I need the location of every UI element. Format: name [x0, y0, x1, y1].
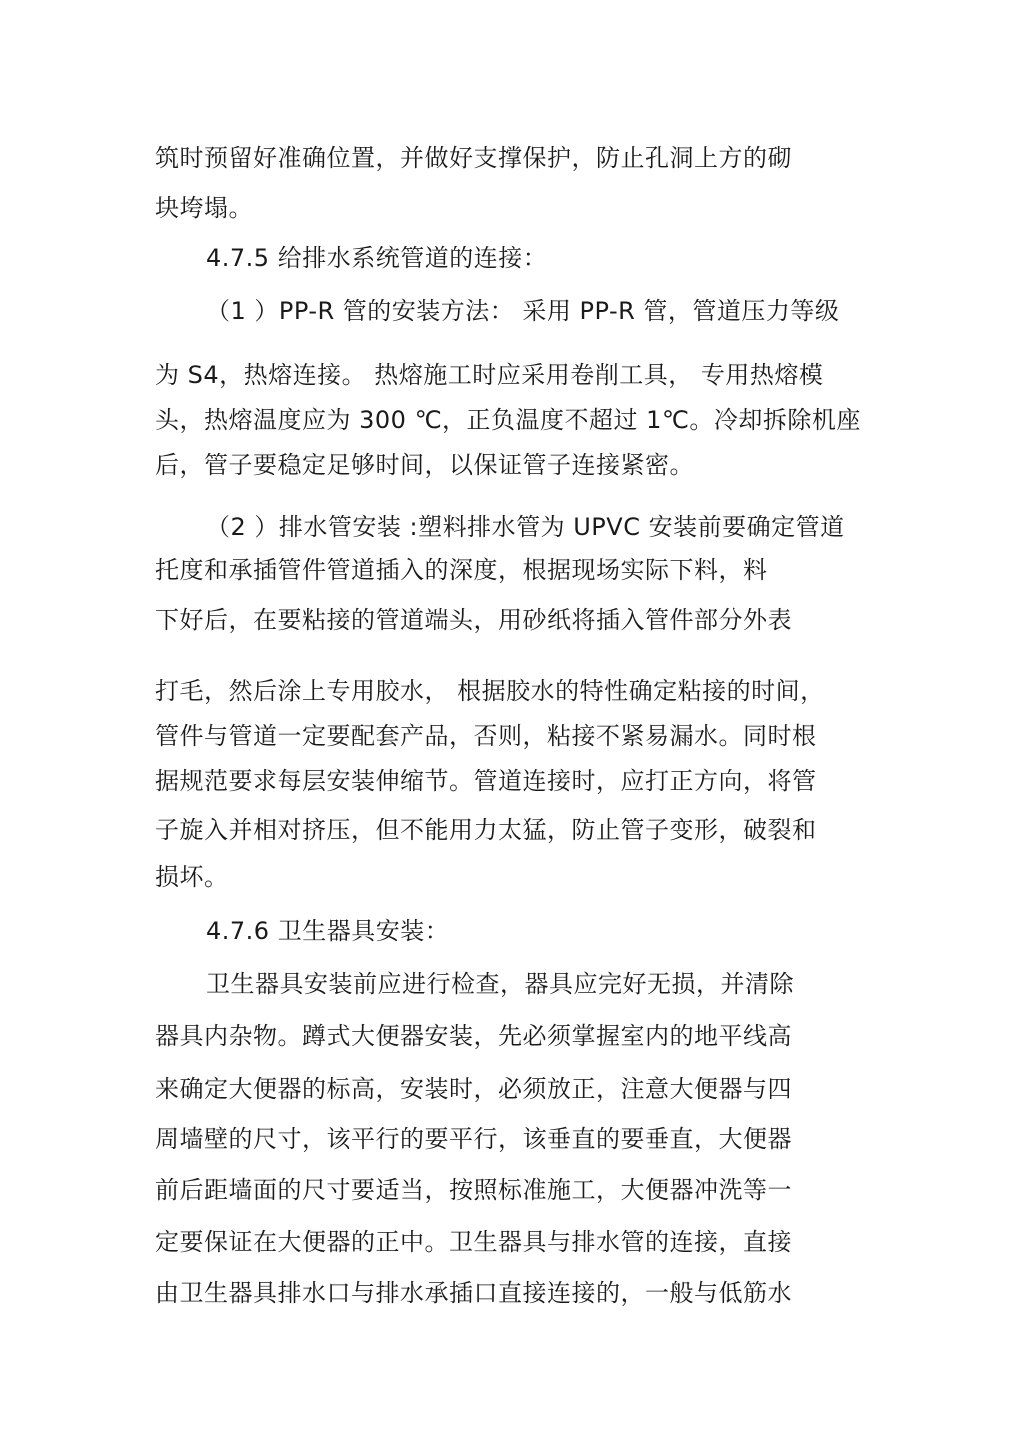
text-line: 由卫生器具排水口与排水承插口直接连接的，一般与低筋水: [155, 1279, 792, 1307]
section-heading: 4.7.5 给排水系统管道的连接：: [206, 244, 548, 272]
section-heading: 4.7.6 卫生器具安装：: [206, 917, 450, 945]
text-line: 筑时预留好准确位置，并做好支撑保护，防止孔洞上方的砌: [155, 144, 792, 172]
text-line: 后，管子要稳定足够时间，以保证管子连接紧密。: [155, 451, 694, 479]
text-line: 管件与管道一定要配套产品，否则，粘接不紧易漏水。同时根: [155, 722, 817, 750]
text-line: 为 S4，热熔连接。 热熔施工时应采用卷削工具， 专用热熔模: [155, 361, 824, 389]
text-line: 周墙壁的尺寸，该平行的要平行，该垂直的要垂直，大便器: [155, 1125, 792, 1153]
text-line: 定要保证在大便器的正中。卫生器具与排水管的连接，直接: [155, 1228, 792, 1256]
text-line: （2 ）排水管安装 :塑料排水管为 UPVC 安装前要确定管道: [206, 513, 845, 541]
text-line: 卫生器具安装前应进行检查，器具应完好无损，并清除: [206, 970, 794, 998]
text-line: 下好后，在要粘接的管道端头，用砂纸将插入管件部分外表: [155, 606, 792, 634]
text-line: 器具内杂物。蹲式大便器安装，先必须掌握室内的地平线高: [155, 1022, 792, 1050]
text-line: 打毛，然后涂上专用胶水， 根据胶水的特性确定粘接的时间，: [155, 677, 825, 705]
text-line: 前后距墙面的尺寸要适当，按照标准施工，大便器冲洗等一: [155, 1176, 792, 1204]
text-line: 据规范要求每层安装伸缩节。管道连接时，应打正方向，将管: [155, 767, 817, 795]
text-line: 来确定大便器的标高，安装时，必须放正，注意大便器与四: [155, 1075, 792, 1103]
text-line: 块垮塌。: [155, 194, 253, 222]
text-line: 子旋入并相对挤压，但不能用力太猛，防止管子变形，破裂和: [155, 816, 817, 844]
text-line: （1 ）PP-R 管的安装方法： 采用 PP-R 管，管道压力等级: [206, 297, 840, 325]
text-line: 头，热熔温度应为 300 ℃，正负温度不超过 1℃。冷却拆除机座: [155, 406, 861, 434]
text-line: 损坏。: [155, 863, 229, 891]
text-line: 托度和承插管件管道插入的深度，根据现场实际下料，料: [155, 556, 768, 584]
